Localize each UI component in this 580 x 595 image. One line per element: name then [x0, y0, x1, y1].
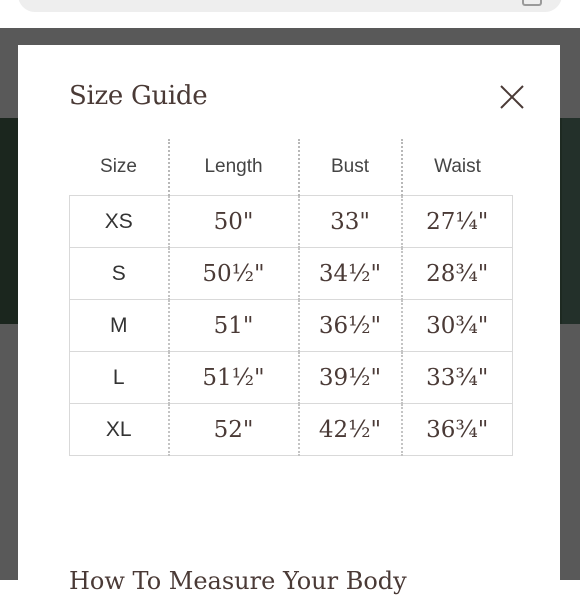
cell-size: XL [70, 404, 169, 456]
cell-size: M [70, 300, 169, 352]
cell-size: L [70, 352, 169, 404]
close-button[interactable] [496, 81, 528, 113]
browser-toolbar [0, 0, 580, 28]
cell-waist: 28¾" [402, 248, 513, 300]
background-image-edge-right [562, 118, 580, 324]
background-image-edge-left [0, 118, 18, 324]
size-chart-table [69, 139, 513, 456]
table-row [70, 404, 513, 456]
header-bust: Bust [299, 139, 402, 196]
cell-bust: 39½" [299, 352, 402, 404]
table-row [70, 196, 513, 248]
table-row [70, 300, 513, 352]
cell-length: 50" [169, 196, 299, 248]
cell-length: 51½" [169, 352, 299, 404]
tabs-icon[interactable] [522, 0, 542, 6]
how-to-measure-heading: How To Measure Your Body [69, 567, 407, 595]
close-icon [496, 81, 528, 113]
cell-waist: 27¼" [402, 196, 513, 248]
header-size: Size [100, 156, 137, 177]
cell-waist: 33¾" [402, 352, 513, 404]
cell-bust: 36½" [299, 300, 402, 352]
cell-bust: 34½" [299, 248, 402, 300]
modal-title: Size Guide [69, 81, 208, 111]
cell-waist: 36¾" [402, 404, 513, 456]
size-guide-modal [18, 45, 560, 595]
address-bar[interactable] [18, 0, 562, 12]
table-row [70, 248, 513, 300]
cell-size: XS [70, 196, 169, 248]
header-waist: Waist [402, 139, 513, 196]
cell-waist: 30¾" [402, 300, 513, 352]
cell-bust: 42½" [299, 404, 402, 456]
table-header-row [70, 139, 513, 196]
header-length: Length [169, 139, 299, 196]
cell-bust: 33" [299, 196, 402, 248]
cell-length: 50½" [169, 248, 299, 300]
cell-length: 51" [169, 300, 299, 352]
table-row [70, 352, 513, 404]
cell-length: 52" [169, 404, 299, 456]
cell-size: S [70, 248, 169, 300]
